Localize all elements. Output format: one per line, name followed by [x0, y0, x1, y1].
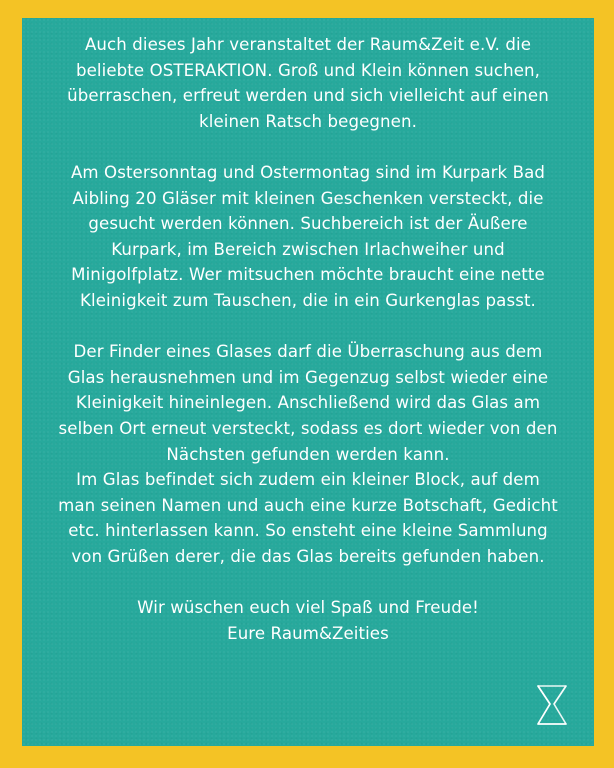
text-line: überraschen, erfreut werden und sich vielleicht auf einen: [67, 86, 549, 106]
text-line: Wir wüschen euch viel Spaß und Freude!: [137, 598, 479, 618]
text-line: Kleinigkeit hineinlegen. Anschließend wird das Glas am: [75, 393, 541, 413]
text-line: Glas herausnehmen und im Gegenzug selbst wieder eine: [67, 367, 549, 387]
text-line: Am Ostersonntag und Ostermontag sind im Kurpark Bad: [70, 162, 546, 182]
text-line: selben Ort erneut versteckt, sodass es dort wieder von den: [58, 418, 558, 438]
text-line: Aibling 20 Gläser mit kleinen Geschenken versteckt, die: [72, 188, 544, 208]
intro-paragraph: [22, 32, 594, 134]
text-line: Der Finder eines Glases darf die Überraschung aus dem: [73, 342, 543, 362]
text-line: etc. hinterlassen kann. So ensteht eine kleine Sammlung: [68, 521, 548, 541]
text-line: gesucht werden können. Suchbereich ist der Äußere: [88, 214, 528, 234]
text-line: Nächsten gefunden werden kann.: [166, 444, 450, 464]
text-line: Minigolfplatz. Wer mitsuchen möchte braucht eine nette: [71, 265, 545, 285]
text-line: Auch dieses Jahr veranstaltet der Raum&Zeit e.V. die: [84, 35, 532, 54]
text-line: beliebte OSTERAKTION. Groß und Klein können suchen,: [75, 60, 540, 80]
text-line: von Grüßen derer, die das Glas bereits gefunden haben.: [71, 546, 545, 566]
flyer-text: [22, 32, 594, 646]
rules-paragraph: [22, 339, 594, 569]
signature-line: Eure Raum&Zeities: [227, 623, 389, 643]
hourglass-logo-icon: [532, 682, 572, 728]
closing-paragraph: [22, 595, 594, 646]
text-line: Kleinigkeit zum Tauschen, die in ein Gurkenglas passt.: [80, 290, 536, 310]
text-line: Kurpark, im Bereich zwischen Irlachweiher und: [111, 239, 505, 259]
location-paragraph: [22, 160, 594, 314]
text-line: man seinen Namen und auch eine kurze Botschaft, Gedicht: [58, 495, 558, 515]
text-line: kleinen Ratsch begegnen.: [199, 111, 417, 131]
flyer-panel: [22, 18, 594, 746]
text-line: Im Glas befindet sich zudem ein kleiner Block, auf dem: [76, 470, 540, 490]
